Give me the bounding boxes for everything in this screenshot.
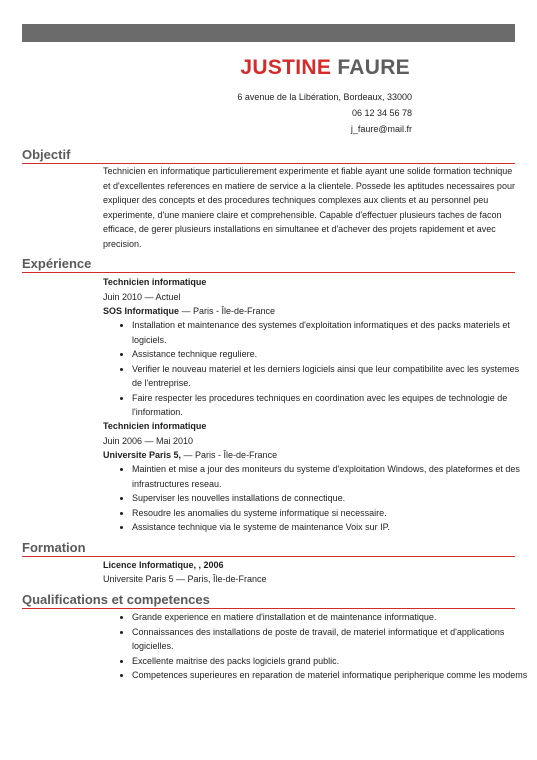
list-item: • Installation et maintenance des systemes d'exploitation informatiques et des packs materiels et logiciels.: [132, 318, 529, 347]
job-title: Technicien informatique: [103, 277, 207, 287]
list-item: • Excellente maitrise des packs logiciels grand public.: [132, 654, 529, 669]
job-dates: Juin 2010 — Actuel: [103, 292, 181, 302]
list-item: • Connaissances des installations de poste de travail, de materiel informatique et d'applications logicielles.: [132, 625, 529, 654]
job-employer: [103, 448, 277, 462]
job-duties: [118, 318, 529, 420]
first-name: JUSTINE: [240, 56, 332, 79]
employer-location: — Paris - Île-de-France: [181, 450, 278, 460]
candidate-name: [240, 56, 410, 80]
last-name: FAURE: [337, 56, 410, 79]
school: Universite Paris 5 — Paris, Île-de-France: [103, 574, 267, 584]
address: 6 avenue de la Libération, Bordeaux, 33000: [237, 92, 412, 102]
list-item: • Faire respecter les procedures techniques en coordination avec les equipes de technologie de l'information.: [132, 391, 529, 420]
section-divider: [22, 272, 515, 273]
qualification-list: [118, 610, 529, 683]
section-title-objective: Objectif: [22, 147, 71, 162]
employer-name: Universite Paris 5,: [103, 450, 182, 460]
list-item: • Grande experience en matiere d'installation et de maintenance informatique.: [132, 610, 529, 625]
section-divider: [22, 556, 515, 557]
employer-name: SOS Informatique: [103, 306, 180, 316]
list-item: • Resoudre les anomalies du systeme informatique si necessaire.: [132, 506, 529, 521]
degree: Licence Informatique, , 2006: [103, 560, 224, 570]
section-divider: [22, 608, 515, 609]
header-bar: [22, 24, 515, 42]
list-item: • Maintien et mise a jour des moniteurs du systeme d'exploitation Windows, des plateformes et des infrastructures reseau.: [132, 462, 529, 491]
section-title-experience: Expérience: [22, 256, 92, 271]
list-item: • Assistance technique via le systeme de maintenance Voix sur IP.: [132, 520, 529, 535]
employer-location: — Paris - Île-de-France: [179, 306, 276, 316]
section-title-education: Formation: [22, 540, 86, 555]
job-duties: [118, 462, 529, 535]
job-employer: [103, 304, 275, 318]
job-title: Technicien informatique: [103, 421, 207, 431]
list-item: • Competences superieures en reparation de materiel informatique peripherique comme les modems: [132, 668, 529, 683]
email: j_faure@mail.fr: [350, 124, 412, 134]
list-item: • Superviser les nouvelles installations de connectique.: [132, 491, 529, 506]
phone: 06 12 34 56 78: [351, 108, 412, 118]
list-item: • Verifier le nouveau materiel et les derniers logiciels ainsi que leur compatibilite avec les systemes de l'entreprise.: [132, 362, 529, 391]
job-dates: Juin 2006 — Mai 2010: [103, 436, 194, 446]
section-title-qualifications: Qualifications et competences: [22, 592, 210, 607]
objective-text: Technicien en informatique particulierement experimente et fiable ayant une solide formation technique et d'excellentes references en matiere de service a la clientele. Possede les aptitudes necessaires pour expliquer des concepts et des procedures techniques complexes aux clients et au personnel peu experimente, d'une maniere claire et comprehensible. Capable d'effectuer plusieurs taches de facon efficace, de gerer plusieurs installations en simultanee et d'achever des projets rapidement et avec precision.: [103, 166, 515, 249]
list-item: • Assistance technique reguliere.: [132, 347, 529, 362]
